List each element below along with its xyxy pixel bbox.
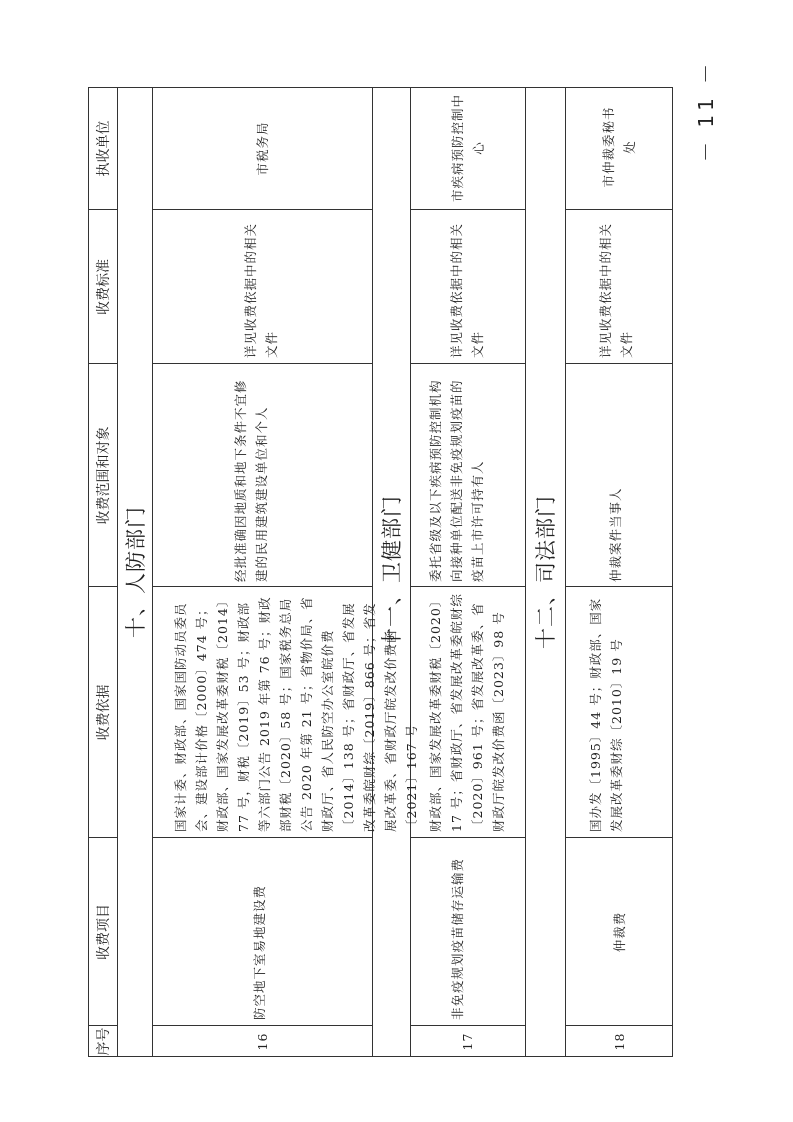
collecting-unit: 市疾病预防控制中心: [449, 94, 486, 203]
fee-standard: 详见收费依据中的相关文件: [598, 222, 634, 358]
header-standard: 收费标准: [95, 259, 112, 315]
collecting-unit: 市仲裁委秘书处: [601, 106, 637, 188]
fee-basis: 国家计委、财政部、国家国防动员委员会、建设部计价格〔2000〕474 号；财政部、国家发展改革委财税〔2014〕77 号，财税〔2019〕53 号；财政部等六部门公告 2019 年第 76 号；财政部财税〔2020〕58 号；国家税务总局公告 2020 年第 21 号；省物价局、省财政厅、省人民防空办公室皖价费〔2014〕138 号；省财政厅、省发展改革委皖财综〔2019〕866 号；省发展改革委、省财政厅皖发改价费函〔2021〕167 号: [173, 593, 419, 832]
section-title: 十二、司法部门: [534, 495, 558, 649]
header-item: 收费项目: [95, 904, 112, 960]
row-number: 17: [460, 1032, 475, 1051]
header-basis: 收费依据: [95, 684, 112, 741]
fee-basis: 国办发〔1995〕44 号；财政部、国家发展改革委财综〔2010〕19 号: [588, 597, 624, 832]
fee-scope: 仲裁案件当事人: [608, 487, 623, 582]
fee-basis: 财政部、国家发展改革委财税〔2020〕17 号；省财政厅、省发展改革委皖财综〔2020〕961 号；省发展改革委、省财政厅皖发改价费函〔2023〕98 号: [428, 593, 506, 832]
row-number: 16: [254, 1032, 270, 1051]
fee-scope: 经批准确因地质和地下条件不宜修建的民用建筑建设单位和个人: [233, 379, 269, 582]
header-no: 序号: [95, 1027, 112, 1056]
header-scope: 收费范围和对象: [95, 426, 112, 525]
fee-scope: 委托省级及以下疾病预防控制机构向接种单位配送非免疫规划疫苗的疫苗上市许可持有人: [428, 379, 485, 582]
fee-item: 防空地下室易地建设费: [252, 884, 267, 1020]
fee-standard: 详见收费依据中的相关文件: [243, 222, 279, 358]
section-title: 十一、卫健部门: [380, 495, 404, 649]
section-title: 十、人防部门: [123, 506, 148, 638]
fee-item: 仲裁费: [611, 911, 627, 953]
row-number: 18: [611, 1032, 627, 1051]
header-unit: 执收单位: [95, 120, 112, 177]
fee-standard: 详见收费依据中的相关文件: [449, 222, 485, 358]
collecting-unit: 市税务局: [254, 121, 270, 176]
fee-item: 非免疫规划疫苗储存运输费: [450, 857, 465, 1020]
page-number: － 11 －: [694, 59, 718, 162]
